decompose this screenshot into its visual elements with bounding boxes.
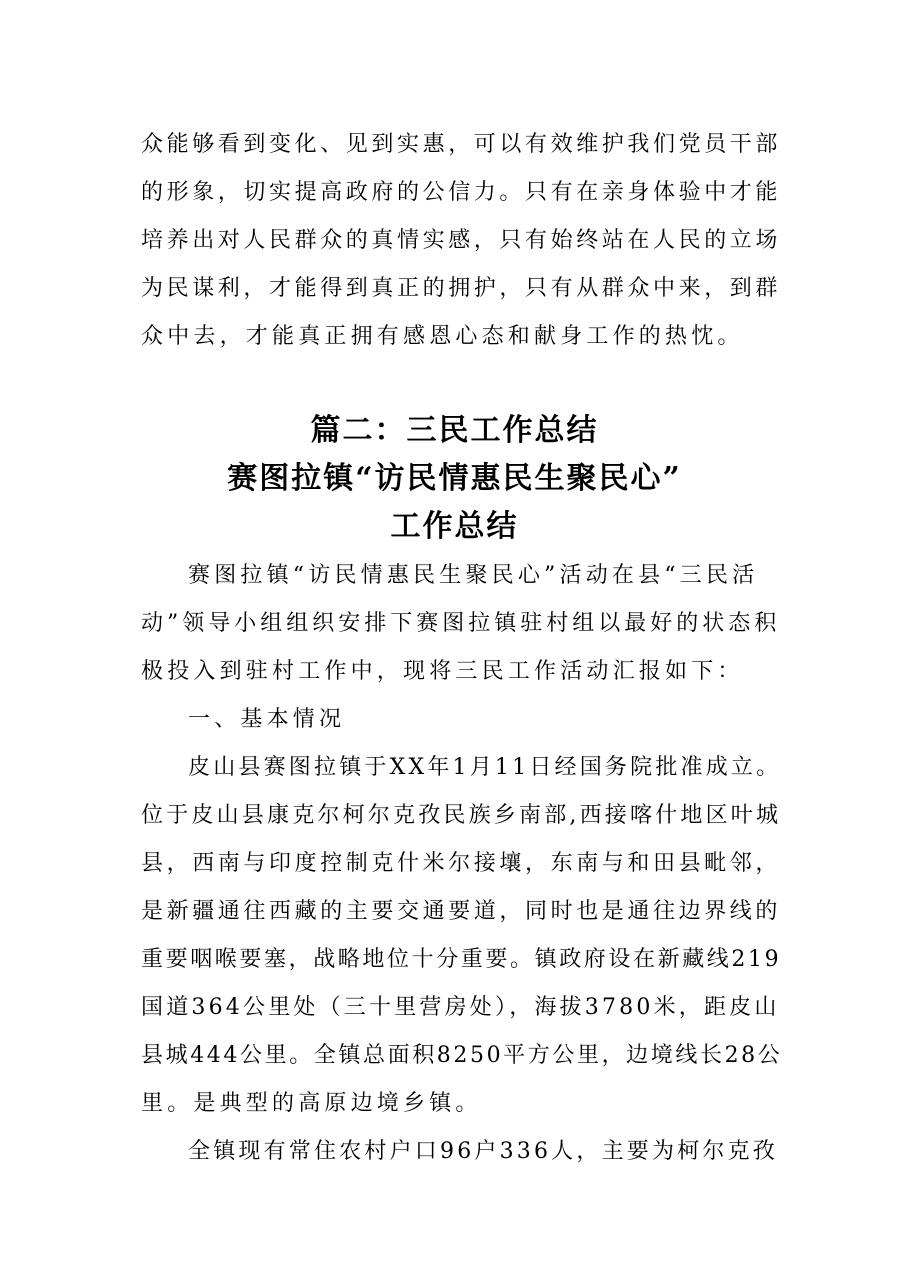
section-subtitle-2: 工作总结 bbox=[390, 509, 519, 544]
body-line-11: 县城444公里。全镇总面积8250平方公里，边境线长28公 bbox=[141, 1043, 783, 1068]
body-line-5: 皮山县赛图拉镇于XX年1月11日经国务院批准成立。 bbox=[188, 755, 782, 780]
intro-line-2: 的形象，切实提高政府的公信力。只有在亲身体验中才能 bbox=[141, 180, 782, 205]
section-subtitle: 赛图拉镇“访民情惠民生聚民心” bbox=[227, 461, 682, 496]
body-line-10: 国道364公里处（三十里营房处），海拔3780米，距皮山 bbox=[141, 995, 780, 1020]
intro-line-4: 为民谋利，才能得到真正的拥护，只有从群众中来，到群 bbox=[141, 276, 782, 301]
body-line-8: 是新疆通往西藏的主要交通要道，同时也是通往边界线的 bbox=[141, 899, 782, 924]
body-line-12: 里。是典型的高原边境乡镇。 bbox=[141, 1091, 482, 1116]
intro-line-3: 培养出对人民群众的真情实感，只有始终站在人民的立场 bbox=[141, 228, 782, 253]
body-line-2: 动”领导小组组织安排下赛图拉镇驻村组以最好的状态积 bbox=[141, 611, 781, 636]
body-line-1: 赛图拉镇“访民情惠民生聚民心”活动在县“三民活 bbox=[188, 563, 759, 588]
section-heading-basic: 一、基本情况 bbox=[188, 707, 346, 732]
body-line-7: 县，西南与印度控制克什米尔接壤，东南与和田县毗邻， bbox=[141, 851, 782, 876]
section-title: 篇二：三民工作总结 bbox=[310, 413, 599, 448]
body-line-6: 位于皮山县康克尔柯尔克孜民族乡南部,西接喀什地区叶城 bbox=[141, 803, 782, 828]
body-line-3: 极投入到驻村工作中，现将三民工作活动汇报如下： bbox=[141, 659, 744, 684]
body-line-13: 全镇现有常住农村户口96户336人，主要为柯尔克孜 bbox=[188, 1139, 778, 1164]
body-line-9: 重要咽喉要塞，战略地位十分重要。镇政府设在新藏线219 bbox=[141, 947, 782, 972]
intro-line-5: 众中去，才能真正拥有感恩心态和献身工作的热忱。 bbox=[141, 324, 744, 349]
intro-line-1: 众能够看到变化、见到实惠，可以有效维护我们党员干部 bbox=[141, 132, 782, 157]
